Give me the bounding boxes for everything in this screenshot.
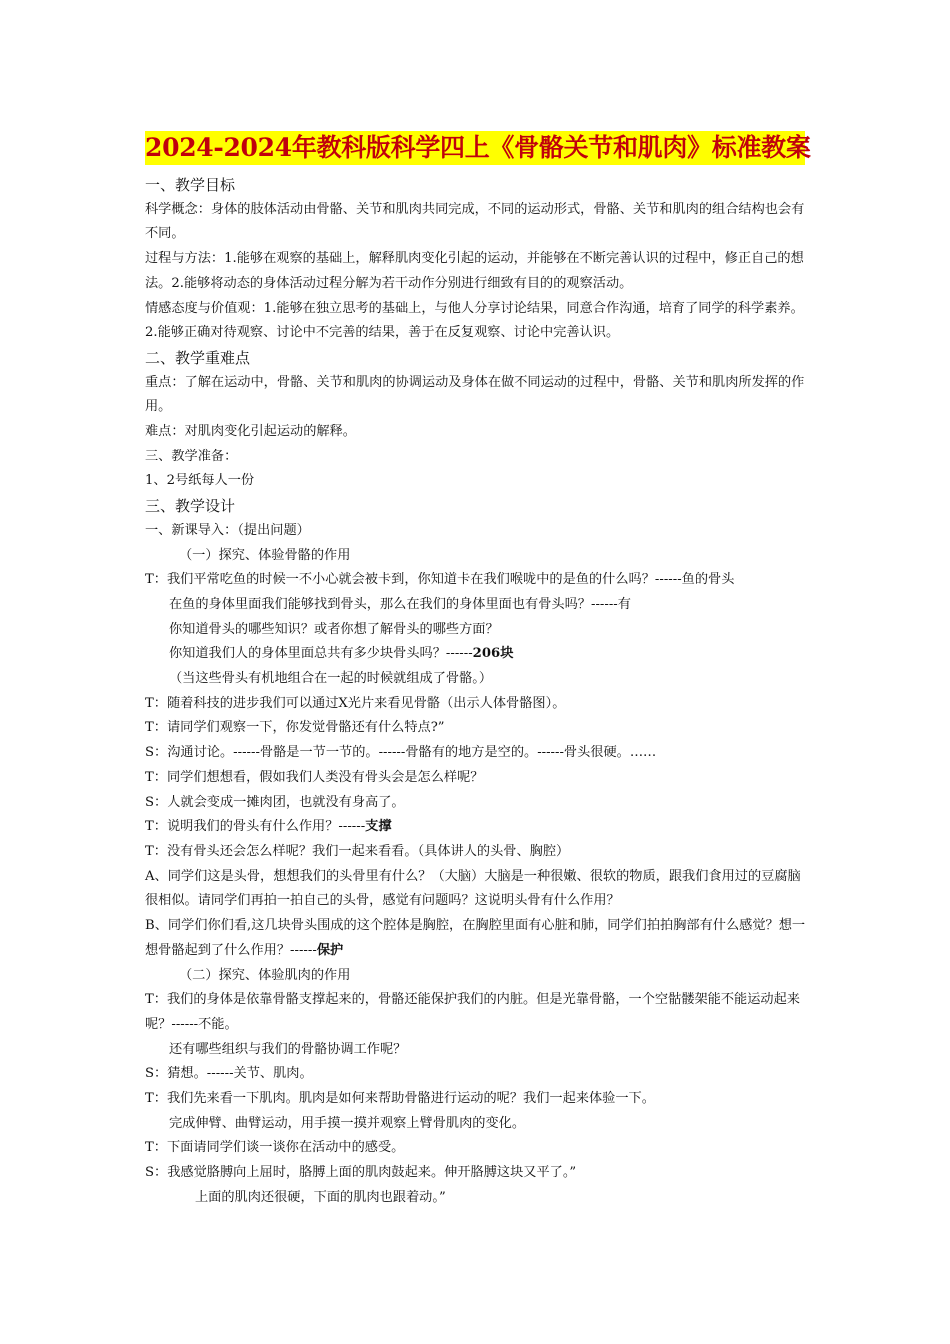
paragraph-text: T：我们的身体是依靠骨骼支撑起来的，骨骼还能保护我们的内脏。但是光靠骨骼，一个空骷髅架能不能运动起来呢？------不能。 [145, 992, 800, 1032]
paragraph [145, 1087, 810, 1112]
paragraph-text: 二、教学重难点 [145, 348, 251, 367]
paragraph [145, 692, 810, 717]
paragraph-text: S：人就会变成一摊肉团，也就没有身高了。 [145, 794, 405, 810]
paragraph [145, 297, 810, 346]
paragraph-text: 一、新课导入：（提出问题） [145, 522, 310, 538]
paragraph [145, 667, 810, 692]
paragraph-text: T：同学们想想看，假如我们人类没有骨头会是怎么样呢？ [145, 769, 484, 785]
paragraph [145, 964, 810, 989]
section-heading [145, 494, 810, 519]
paragraph-text: 情感态度与价值观：1.能够在独立思考的基础上，与他人分享讨论结果，同意合作沟通，培育了同学的科学素养。2.能够正确对待观察、讨论中不完善的结果，善于在反复观察、讨论中完善认识。 [145, 300, 804, 341]
paragraph-text: 三、教学设计 [145, 497, 236, 516]
paragraph [145, 1062, 810, 1087]
paragraph-text: 过程与方法：1.能够在观察的基础上，解释肌肉变化引起的运动，并能够在不断完善认识的过程中，修正自己的想法。2.能够将动态的身体活动过程分解为若干动作分别进行细致有目的的观察活动。 [145, 251, 804, 291]
paragraph-text: T：说明我们的骨头有什么作用？------ [145, 819, 366, 835]
paragraph [145, 198, 810, 247]
section-heading [145, 173, 810, 198]
paragraph [145, 840, 810, 865]
section-heading [145, 346, 810, 371]
document-body [145, 173, 810, 1211]
emphasized-answer: 支撑 [365, 819, 392, 835]
paragraph-text: （二）探究、体验肌肉的作用 [179, 967, 351, 983]
paragraph [145, 618, 810, 643]
paragraph [145, 593, 810, 618]
paragraph [145, 865, 810, 914]
paragraph-text: 1、2号纸每人一份 [145, 473, 255, 489]
paragraph-text: 完成伸臂、曲臂运动，用手摸一摸并观察上臂骨肌肉的变化。 [169, 1115, 526, 1131]
paragraph-text: T：我们平常吃鱼的时候一不小心就会被卡到，你知道卡在我们喉咙中的是鱼的什么吗？------鱼的骨头 [145, 572, 735, 588]
paragraph [145, 1161, 810, 1186]
paragraph [145, 1136, 810, 1161]
paragraph-text: T：下面请同学们谈一谈你在活动中的感受。 [145, 1140, 405, 1156]
paragraph-text: 重点：了解在运动中，骨骼、关节和肌肉的协调运动及身体在做不同运动的过程中，骨骼、关节和肌肉所发挥的作用。 [145, 374, 805, 415]
paragraph [145, 1038, 810, 1063]
paragraph [145, 741, 810, 766]
paragraph-text: 你知道骨头的哪些知识？或者你想了解骨头的哪些方面？ [169, 621, 499, 637]
paragraph [145, 642, 810, 667]
paragraph-text: 在鱼的身体里面我们能够找到骨头，那么在我们的身体里面也有骨头吗？------有 [169, 596, 631, 612]
paragraph [145, 420, 810, 445]
paragraph-text: B、同学们你们看,这几块骨头围成的这个腔体是胸腔，在胸腔里面有心脏和肺，同学们拍拍胸部有什么感觉？想一想骨骼起到了什么作用？------ [145, 918, 806, 958]
emphasized-answer: 206块 [472, 646, 514, 662]
paragraph-text: 科学概念：身体的肢体活动由骨骼、关节和肌肉共同完成，不同的运动形式，骨骼、关节和肌肉的组合结构也会有不同。 [145, 201, 805, 242]
paragraph [145, 469, 810, 494]
paragraph-text: A、同学们这是头骨，想想我们的头骨里有什么？（大脑）大脑是一种很嫩、很软的物质，跟我们食用过的豆腐脑很相似。请同学们再拍一拍自己的头骨，感觉有问题吗？这说明头骨有什么作用？ [145, 868, 801, 909]
paragraph [145, 988, 810, 1037]
paragraph [145, 716, 810, 741]
paragraph [145, 791, 810, 816]
paragraph-text: 还有哪些组织与我们的骨骼协调工作呢？ [169, 1041, 407, 1057]
paragraph [145, 519, 810, 544]
paragraph-text: （当这些骨头有机地组合在一起的时候就组成了骨骼。） [169, 671, 493, 687]
paragraph-text: 一、教学目标 [145, 176, 236, 194]
paragraph-text: （一）探究、体验骨骼的作用 [179, 547, 351, 563]
paragraph-text: T：请同学们观察一下，你发觉骨骼还有什么特点?” [145, 720, 445, 736]
paragraph-text: 难点：对肌肉变化引起运动的解释。 [145, 424, 356, 440]
paragraph-text: T：随着科技的进步我们可以通过X光片来看见骨骼（出示人体骨骼图）。 [145, 695, 566, 711]
paragraph-text: S：我感觉胳膊向上屈时，胳膊上面的肌肉鼓起来。伸开胳膊这块又平了。” [145, 1165, 577, 1181]
paragraph-text: 你知道我们人的身体里面总共有多少块骨头吗？------ [169, 646, 473, 662]
paragraph-text: S：猜想。------关节、肌肉。 [145, 1066, 313, 1082]
paragraph [145, 914, 810, 963]
paragraph [145, 445, 810, 470]
paragraph-text: S：沟通讨论。------骨骼是一节一节的。------骨骼有的地方是空的。------骨头很硬。…… [145, 745, 657, 761]
document-title: 2024-2024年教科版科学四上《骨骼关节和肌肉》标准教案 [145, 131, 805, 165]
paragraph-text: T：我们先来看一下肌肉。肌肉是如何来帮助骨骼进行运动的呢？我们一起来体验一下。 [145, 1091, 655, 1107]
paragraph [145, 371, 810, 420]
paragraph [145, 815, 810, 840]
paragraph-text: 上面的肌肉还很硬，下面的肌肉也跟着动。” [195, 1189, 446, 1205]
paragraph-text: 三、教学准备： [145, 448, 238, 464]
paragraph-text: T：没有骨头还会怎么样呢？我们一起来看看。（具体讲人的头骨、胸腔） [145, 843, 570, 859]
paragraph [145, 568, 810, 593]
paragraph [145, 247, 810, 296]
paragraph [145, 544, 810, 569]
paragraph [145, 766, 810, 791]
paragraph [145, 1186, 810, 1211]
emphasized-answer: 保护 [316, 942, 344, 958]
paragraph [145, 1112, 810, 1137]
